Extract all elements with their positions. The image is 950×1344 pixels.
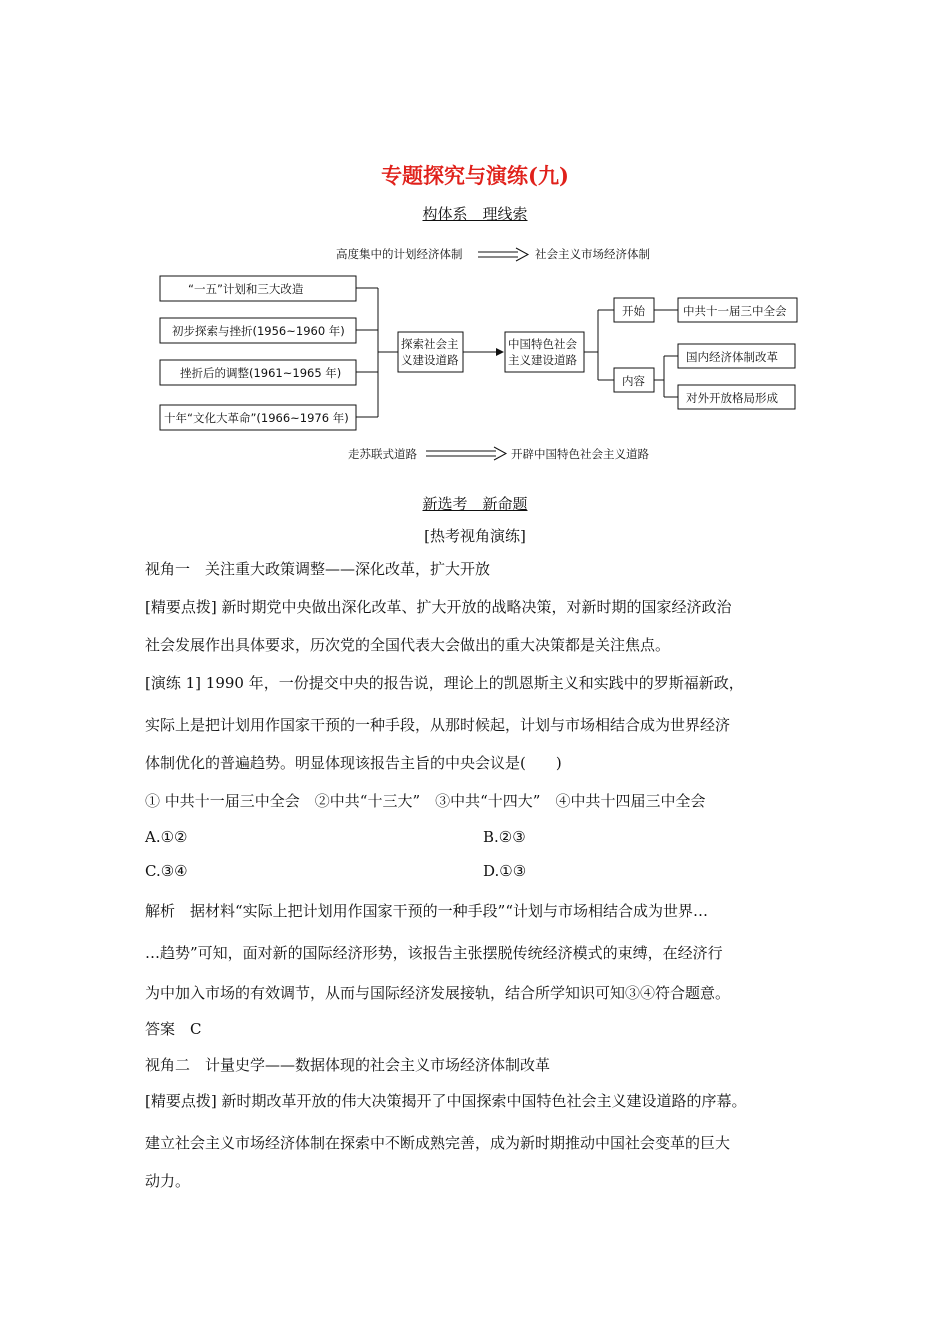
diagram-bottom-left: 走苏联式道路 [348,447,417,461]
left-box-1-text: “一五”计划和三大改造 [188,282,304,296]
left-box-3-text: 挫折后的调整(1961~1965 年) [180,366,342,380]
double-arrow-icon [426,447,506,460]
diagram-bottom-right: 开辟中国特色社会主义道路 [511,447,649,461]
text-line: [演练 1] 1990 年，一份提交中央的报告说，理论上的凯恩斯主义和实践中的罗斯福新政， [145,674,744,692]
mid-box-socialism-line1: 中国特色社会 [508,337,577,351]
text-line: 动力。 [145,1172,191,1190]
text-line: 视角一 关注重大政策调整——深化改革，扩大开放 [145,560,491,578]
content-item-2-text: 对外开放格局形成 [686,391,778,405]
text-line: 实际上是把计划用作国家干预的一种手段，从那时候起，计划与市场相结合成为世界经济 [145,716,731,734]
left-box-2-text: 初步探索与挫折(1956~1960 年) [172,324,345,338]
text-line: [精要点拨] 新时期改革开放的伟大决策揭开了中国探索中国特色社会主义建设道路的序幕。 [145,1092,747,1110]
knowledge-diagram [0,232,950,470]
text-line: 视角二 计量史学——数据体现的社会主义市场经济体制改革 [145,1056,551,1074]
section-heading-questions [0,493,950,514]
text-line: 社会发展作出具体要求，历次党的全国代表大会做出的重大决策都是关注焦点。 [145,636,671,654]
content-item-1-text: 国内经济体制改革 [686,350,778,364]
mid-box-explore-line1: 探索社会主 [401,337,459,351]
section-heading-structure-text: 构体系 理线索 [422,205,528,223]
page-title: 专题探究与演练(九) [381,163,569,188]
left-bracket [356,288,398,417]
right-bracket [584,310,614,380]
answer-line: 答案 C [145,1020,202,1038]
double-arrow-icon [478,248,528,261]
option-c: C.③④ [145,862,188,880]
section-heading-structure [0,203,950,224]
text-line: [精要点拨] 新时期党中央做出深化改革、扩大开放的战略决策，对新时期的国家经济政治 [145,598,732,616]
option-a: A.①② [145,828,188,846]
section-subheading: [热考视角演练] [424,527,526,545]
text-line: 建立社会主义市场经济体制在探索中不断成熟完善，成为新时期推动中国社会变革的巨大 [145,1134,731,1152]
mid-box-socialism-line2: 主义建设道路 [508,353,577,367]
mid-box-explore-line2: 义建设道路 [401,353,459,367]
analysis-line: …趋势”可知，面对新的国际经济形势，该报告主张摆脱传统经济模式的束缚，在经济行 [145,944,723,962]
text-line: 体制优化的普遍趋势。明显体现该报告主旨的中央会议是( ) [145,754,562,772]
content-bracket [654,356,678,397]
start-target-text: 中共十一届三中全会 [683,304,787,318]
left-box-4-text: 十年“文化大革命”(1966~1976 年) [164,411,349,425]
analysis-line: 解析 据材料“实际上把计划用作国家干预的一种手段”“计划与市场相结合成为世界… [145,902,709,920]
content-label: 内容 [622,374,645,388]
analysis-line: 为中加入市场的有效调节，从而与国际经济发展接轨，结合所学知识可知③④符合题意。 [145,984,731,1002]
start-label: 开始 [622,304,645,318]
diagram-top-right: 社会主义市场经济体制 [535,247,650,261]
diagram-top-left: 高度集中的计划经济体制 [336,247,463,261]
option-d: D.①③ [483,862,527,880]
option-b: B.②③ [483,828,526,846]
section-heading-questions-text: 新选考 新命题 [422,495,528,513]
question-statements: ① 中共十一届三中全会 ②中共“十三大” ③中共“十四大” ④中共十四届三中全会 [145,792,706,810]
